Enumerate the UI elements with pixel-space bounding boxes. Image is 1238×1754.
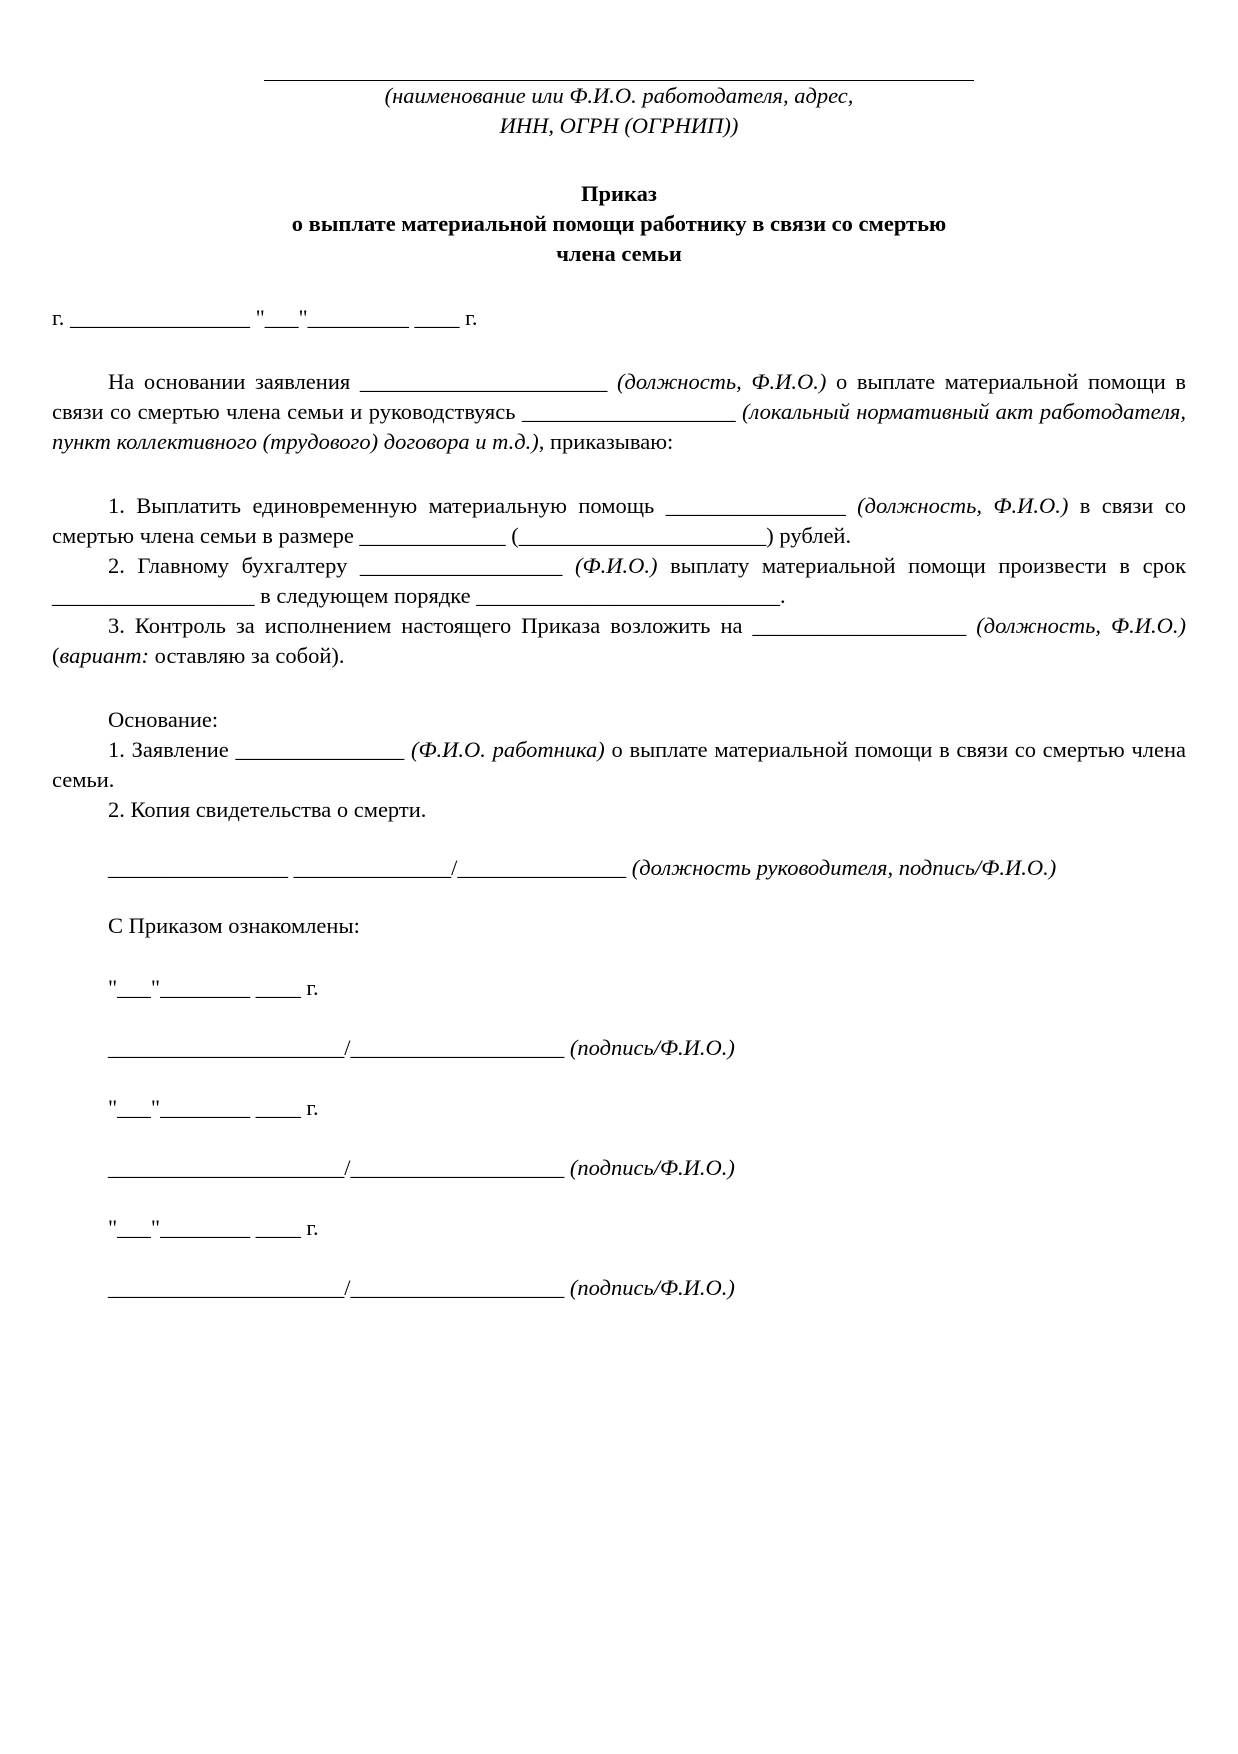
preamble-hint-1: (должность, Ф.И.О.) (616, 369, 827, 394)
acquainted-date: "___"________ ____ г. (108, 1215, 319, 1240)
acquainted-signature-hint: (подпись/Ф.И.О.) (569, 1275, 735, 1300)
title-line1: Приказ (581, 181, 657, 206)
basis1-hint: (Ф.И.О. работника) (410, 737, 605, 762)
place-date-line: г. ________________ "___"_________ ____ г. (52, 305, 478, 330)
title-line3: члена семьи (556, 241, 682, 266)
item1-hint: (должность, Ф.И.О.) (857, 493, 1069, 518)
basis1-text-1: 1. Заявление _______________ (108, 737, 411, 762)
employer-blank-line (264, 58, 974, 81)
director-signature-hint: (должность руководителя, подпись/Ф.И.О.) (631, 855, 1057, 880)
document-title (52, 179, 1186, 269)
acquainted-signature-hint: (подпись/Ф.И.О.) (569, 1155, 735, 1180)
acquainted-entry (52, 973, 1186, 1063)
item3-text-1: 3. Контроль за исполнением настоящего Приказа возложить на ___________________ (108, 613, 977, 638)
basis-heading: Основание: (108, 707, 219, 732)
item3-text-2: ( (52, 643, 60, 668)
item2-text-1: 2. Главному бухгалтеру __________________ (108, 553, 576, 578)
preamble-paragraph (52, 367, 1186, 457)
basis-item-2: 2. Копия свидетельства о смерти. (108, 797, 427, 822)
acquainted-signature (52, 1273, 1186, 1303)
acquainted-date: "___"________ ____ г. (108, 975, 319, 1000)
preamble-text-3: , приказываю: (538, 429, 674, 454)
order-item-2 (52, 551, 1186, 611)
director-signature-blanks: ________________ ______________/_______________ (108, 855, 632, 880)
item3-text-3: оставляю за собой). (149, 643, 345, 668)
acquainted-signature-blanks: _____________________/___________________ (108, 1275, 570, 1300)
acquainted-signature-blanks: _____________________/___________________ (108, 1155, 570, 1180)
acquainted-date: "___"________ ____ г. (108, 1095, 319, 1120)
acquainted-signature (52, 1033, 1186, 1063)
acquainted-entry (52, 1093, 1186, 1183)
order-item-1 (52, 491, 1186, 551)
acquainted-signature-blanks: _____________________/___________________ (108, 1035, 570, 1060)
acquainted-signature (52, 1153, 1186, 1183)
preamble-hint-2: (локальный нормативный акт работодателя, пункт коллективного (трудового) договора и т.д.) (52, 399, 1186, 454)
order-item-3 (52, 611, 1186, 671)
document-page (52, 58, 1186, 1303)
item2-text-2: выплату материальной помощи произвести в срок __________________ в следующем порядке ___________________________. (52, 553, 1186, 608)
employer-caption (52, 81, 1186, 141)
title-line2: о выплате материальной помощи работнику в связи со смертью (291, 211, 947, 236)
employer-caption-line2: ИНН, ОГРН (ОГРНИП)) (499, 113, 739, 138)
item1-text-2: в связи со смертью члена семьи в размере _____________ (______________________) рублей. (52, 493, 1186, 548)
employer-caption-line1: (наименование или Ф.И.О. работодателя, адрес, (384, 83, 854, 108)
preamble-text-2: о выплате материальной помощи в связи со смертью члена семьи и руководствуясь ___________________ (52, 369, 1186, 424)
director-signature-line (52, 853, 1186, 883)
item1-text-1: 1. Выплатить единовременную материальную помощь ________________ (108, 493, 858, 518)
basis1-text-2: о выплате материальной помощи в связи со смертью члена семьи. (52, 737, 1187, 792)
item2-hint: (Ф.И.О.) (575, 553, 658, 578)
acquainted-signature-hint: (подпись/Ф.И.О.) (569, 1035, 735, 1060)
basis-item-1 (52, 735, 1186, 795)
item3-hint: (должность, Ф.И.О.) (976, 613, 1186, 638)
acquainted-entry (52, 1213, 1186, 1303)
preamble-text-1: На основании заявления ______________________ (108, 369, 617, 394)
acquainted-heading: С Приказом ознакомлены: (108, 913, 360, 938)
item3-variant: вариант: (59, 643, 150, 668)
